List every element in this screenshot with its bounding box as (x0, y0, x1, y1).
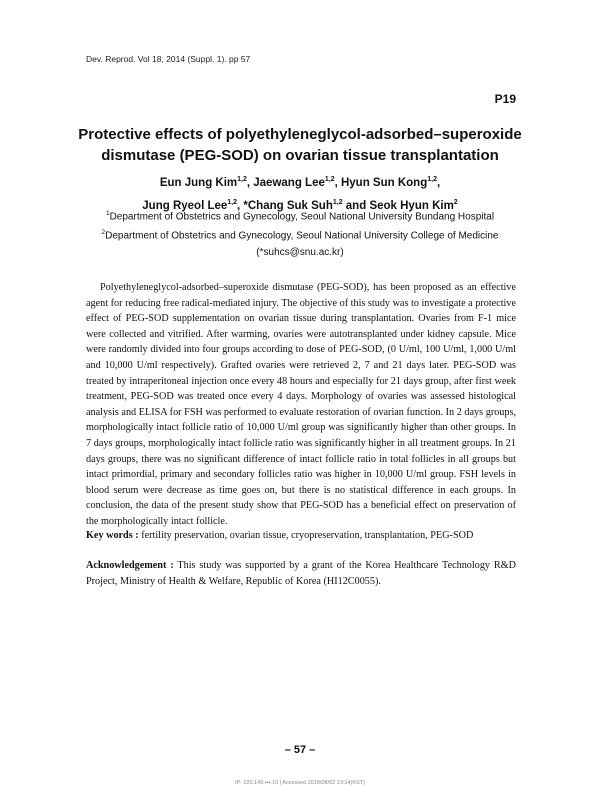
journal-header: Dev. Reprod. Vol 18, 2014 (Suppl. 1). pp 57 (86, 54, 251, 64)
author-sup: 1,2 (227, 198, 238, 206)
ack-text: This study was supported by a grant of the Korea Healthcare Technology R&D Project, Ministry of Health & Welfare, Republic of Korea (HI12C0055). (86, 560, 516, 587)
title-line-2: dismutase (PEG-SOD) on ovarian tissue transplantation (101, 147, 499, 164)
author-separator: , (246, 176, 254, 189)
affiliation-sup: 1 (105, 210, 110, 217)
author-separator: , (334, 176, 341, 189)
paper-title (60, 124, 540, 166)
author-separator: and (342, 199, 370, 212)
author-name: *Chang Suk Suh (243, 199, 333, 212)
keywords (86, 528, 516, 544)
author-name: Hyun Sun Kong (340, 176, 428, 189)
affiliation-1 (60, 206, 540, 225)
ack-label: Acknowledgement : (86, 560, 174, 571)
affiliation-text: Department of Obstetrics and Gynecology, Seoul National University Bundang Hospital (109, 211, 495, 223)
page-number: – 57 – (284, 744, 316, 756)
access-footer: IP: 220.149.•••.10 | Accessed 2018/08/02 13:14(KST) (235, 780, 365, 786)
acknowledgement (86, 558, 516, 589)
author-separator: , (436, 176, 441, 189)
author-sup: 2 (453, 198, 458, 206)
author-sup: 1,2 (324, 176, 335, 183)
author-line-1 (70, 170, 530, 193)
author-name: Eun Jung Kim (159, 176, 238, 189)
affiliation-2 (60, 225, 540, 244)
title-line-1: Protective effects of polyethyleneglycol-adsorbed–superoxide (78, 126, 522, 143)
poster-code: P19 (494, 92, 516, 106)
author-sup: 1,2 (237, 176, 247, 183)
affiliation-sup: 2 (101, 229, 106, 237)
author-name: Jaewang Lee (253, 176, 325, 189)
abstract-body: Polyethyleneglycol-adsorbed–superoxide dismutase (PEG-SOD), has been proposed as an effective agent for reducing free radical-mediated injury. The objective of this study was to investigate a protective effect of PEG-SOD supplementation on ovarian tissue during transplantation. Ovaries from F-1 mice were collected and vitrified. After warming, ovaries were autotransplanted under kidney capsule. Mice were randomly divided into four groups according to dose of PEG-SOD, (0 U/ml, 100 U/ml, 1,000 U/ml and 10,000 U/ml respectively). Grafted ovaries were retrieved 2, 7 and 21 days later. PEG-SOD was treated by intraperitoneal injection once every 48 hours and especially for 21 days group, after first week treatment, PEG-SOD was treated once every 4 days. Morphology of ovaries was assessed histological analysis and ELISA for FSH was performed to evaluate restoration of ovarian function. In 2 days groups, morphologically intact follicle ratio of 10,000 U/ml group was significantly higher than other groups. In 7 days groups, morphologically intact follicle ratio was significantly higher in all treatment groups. In 21 days groups, there was no significant difference of intact follicle ratio in total follicles in all groups but intact primordial, primary and secondary follicles ratio was higher in 10,000 U/ml group. FSH levels in blood serum were decrease as time goes on, but there is no statistical difference in each groups. In conclusion, the data of the present study show that PEG-SOD has a beneficial effect on preservation of the morphologically intact follicle. (86, 282, 516, 527)
affiliations (60, 206, 540, 261)
affiliation-text: Department of Obstetrics and Gynecology, Seoul National University College of Medicine (105, 230, 499, 242)
author-sup: 1,2 (332, 198, 343, 206)
keywords-text: fertility preservation, ovarian tissue, cryopreservation, transplantation, PEG-SOD (138, 530, 474, 541)
author-name: Jung Ryeol Lee (142, 199, 228, 212)
author-name: Seok Hyun Kim (369, 199, 454, 212)
author-sup: 1,2 (427, 176, 437, 183)
corresponding-email: (*suhcs@snu.ac.kr) (256, 246, 344, 258)
author-separator: , (237, 199, 244, 212)
keywords-label: Key words : (86, 530, 139, 541)
